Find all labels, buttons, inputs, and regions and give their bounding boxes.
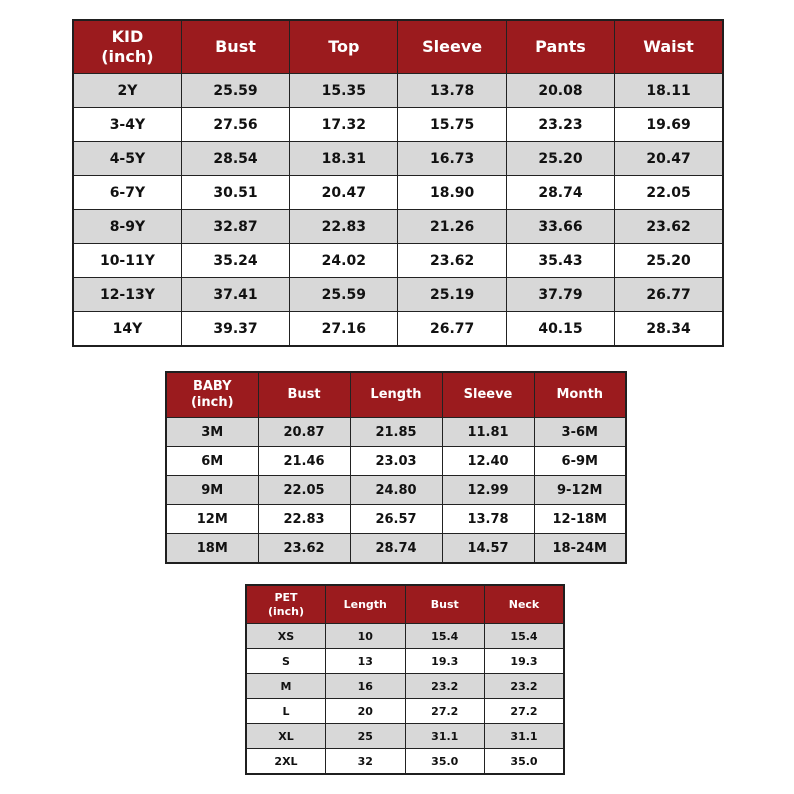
kid-table-row <box>73 210 723 244</box>
kid-value-cell: 27.56 <box>181 108 289 142</box>
kid-header-bust: Bust <box>181 20 289 74</box>
pet-value-cell: 19.3 <box>405 649 485 674</box>
kid-table-row <box>73 312 723 347</box>
kid-header-top: Top <box>290 20 398 74</box>
pet-value-cell: 32 <box>326 749 406 775</box>
pet-table-row <box>246 674 564 699</box>
kid-value-cell: 24.02 <box>290 244 398 278</box>
baby-value-cell: 12-18M <box>534 505 626 534</box>
kid-table-row <box>73 278 723 312</box>
baby-value-cell: 13.78 <box>442 505 534 534</box>
kid-table-row <box>73 176 723 210</box>
pet-table-row <box>246 624 564 649</box>
kid-value-cell: 20.47 <box>615 142 723 176</box>
kid-value-cell: 37.41 <box>181 278 289 312</box>
kid-size-cell: 14Y <box>73 312 181 347</box>
baby-value-cell: 28.74 <box>350 534 442 564</box>
kid-value-cell: 30.51 <box>181 176 289 210</box>
baby-size-cell: 12M <box>166 505 258 534</box>
pet-table-row <box>246 749 564 775</box>
kid-value-cell: 20.47 <box>290 176 398 210</box>
pet-size-cell: XS <box>246 624 326 649</box>
kid-size-table <box>72 19 724 347</box>
kid-value-cell: 18.31 <box>290 142 398 176</box>
pet-header-row <box>246 585 564 624</box>
kid-value-cell: 15.35 <box>290 74 398 108</box>
kid-value-cell: 17.32 <box>290 108 398 142</box>
baby-size-cell: 9M <box>166 476 258 505</box>
kid-header-size <box>73 20 181 74</box>
pet-header-bust: Bust <box>405 585 485 624</box>
baby-value-cell: 22.83 <box>258 505 350 534</box>
kid-value-cell: 37.79 <box>506 278 614 312</box>
kid-header-waist: Waist <box>615 20 723 74</box>
kid-table-row <box>73 244 723 278</box>
kid-size-cell: 3-4Y <box>73 108 181 142</box>
baby-value-cell: 6-9M <box>534 447 626 476</box>
pet-table-row <box>246 649 564 674</box>
baby-value-cell: 23.62 <box>258 534 350 564</box>
kid-value-cell: 40.15 <box>506 312 614 347</box>
baby-value-cell: 14.57 <box>442 534 534 564</box>
kid-value-cell: 21.26 <box>398 210 506 244</box>
baby-table-row <box>166 505 626 534</box>
kid-value-cell: 28.34 <box>615 312 723 347</box>
pet-value-cell: 35.0 <box>485 749 565 775</box>
pet-size-cell: XL <box>246 724 326 749</box>
baby-header-size <box>166 372 258 418</box>
pet-header-length: Length <box>326 585 406 624</box>
pet-value-cell: 27.2 <box>485 699 565 724</box>
kid-value-cell: 23.62 <box>615 210 723 244</box>
kid-size-cell: 12-13Y <box>73 278 181 312</box>
baby-table-row <box>166 476 626 505</box>
kid-value-cell: 22.05 <box>615 176 723 210</box>
kid-size-cell: 4-5Y <box>73 142 181 176</box>
kid-header-label: KID <box>111 27 144 46</box>
baby-value-cell: 12.40 <box>442 447 534 476</box>
baby-header-length: Length <box>350 372 442 418</box>
pet-value-cell: 23.2 <box>485 674 565 699</box>
baby-header-row <box>166 372 626 418</box>
kid-value-cell: 28.54 <box>181 142 289 176</box>
kid-value-cell: 25.59 <box>181 74 289 108</box>
baby-size-table <box>165 371 627 564</box>
baby-value-cell: 3-6M <box>534 418 626 447</box>
pet-value-cell: 27.2 <box>405 699 485 724</box>
baby-value-cell: 12.99 <box>442 476 534 505</box>
pet-value-cell: 35.0 <box>405 749 485 775</box>
kid-value-cell: 18.11 <box>615 74 723 108</box>
kid-value-cell: 20.08 <box>506 74 614 108</box>
baby-value-cell: 23.03 <box>350 447 442 476</box>
baby-header-month: Month <box>534 372 626 418</box>
pet-value-cell: 13 <box>326 649 406 674</box>
kid-table-row <box>73 74 723 108</box>
pet-value-cell: 19.3 <box>485 649 565 674</box>
pet-value-cell: 31.1 <box>485 724 565 749</box>
kid-value-cell: 28.74 <box>506 176 614 210</box>
pet-value-cell: 25 <box>326 724 406 749</box>
baby-value-cell: 9-12M <box>534 476 626 505</box>
kid-value-cell: 26.77 <box>615 278 723 312</box>
kid-size-cell: 2Y <box>73 74 181 108</box>
pet-header-neck: Neck <box>485 585 565 624</box>
kid-value-cell: 39.37 <box>181 312 289 347</box>
pet-value-cell: 15.4 <box>405 624 485 649</box>
baby-value-cell: 26.57 <box>350 505 442 534</box>
kid-header-row <box>73 20 723 74</box>
pet-table-row <box>246 724 564 749</box>
baby-size-cell: 6M <box>166 447 258 476</box>
pet-header-label: PET <box>274 590 298 604</box>
pet-table-row <box>246 699 564 724</box>
pet-size-cell: 2XL <box>246 749 326 775</box>
baby-table-row <box>166 447 626 476</box>
baby-value-cell: 11.81 <box>442 418 534 447</box>
baby-value-cell: 18-24M <box>534 534 626 564</box>
kid-value-cell: 35.43 <box>506 244 614 278</box>
kid-value-cell: 27.16 <box>290 312 398 347</box>
kid-value-cell: 25.20 <box>506 142 614 176</box>
baby-value-cell: 21.85 <box>350 418 442 447</box>
pet-value-cell: 15.4 <box>485 624 565 649</box>
baby-value-cell: 24.80 <box>350 476 442 505</box>
baby-table-row <box>166 534 626 564</box>
pet-value-cell: 16 <box>326 674 406 699</box>
baby-header-label: BABY <box>192 378 232 394</box>
kid-value-cell: 15.75 <box>398 108 506 142</box>
pet-header-unit: (inch) <box>267 604 304 618</box>
pet-value-cell: 31.1 <box>405 724 485 749</box>
kid-header-unit: (inch) <box>101 47 154 66</box>
baby-table-row <box>166 418 626 447</box>
pet-size-cell: L <box>246 699 326 724</box>
pet-value-cell: 23.2 <box>405 674 485 699</box>
kid-value-cell: 25.19 <box>398 278 506 312</box>
baby-size-cell: 3M <box>166 418 258 447</box>
kid-size-cell: 6-7Y <box>73 176 181 210</box>
kid-value-cell: 25.20 <box>615 244 723 278</box>
kid-header-sleeve: Sleeve <box>398 20 506 74</box>
baby-header-sleeve: Sleeve <box>442 372 534 418</box>
baby-size-cell: 18M <box>166 534 258 564</box>
kid-value-cell: 22.83 <box>290 210 398 244</box>
kid-value-cell: 33.66 <box>506 210 614 244</box>
kid-value-cell: 16.73 <box>398 142 506 176</box>
pet-value-cell: 10 <box>326 624 406 649</box>
baby-header-bust: Bust <box>258 372 350 418</box>
baby-value-cell: 21.46 <box>258 447 350 476</box>
kid-value-cell: 32.87 <box>181 210 289 244</box>
kid-value-cell: 23.62 <box>398 244 506 278</box>
kid-size-cell: 10-11Y <box>73 244 181 278</box>
kid-value-cell: 26.77 <box>398 312 506 347</box>
kid-table-row <box>73 108 723 142</box>
baby-header-unit: (inch) <box>190 395 234 410</box>
baby-value-cell: 22.05 <box>258 476 350 505</box>
kid-value-cell: 23.23 <box>506 108 614 142</box>
pet-size-cell: M <box>246 674 326 699</box>
kid-table-row <box>73 142 723 176</box>
kid-value-cell: 13.78 <box>398 74 506 108</box>
kid-size-cell: 8-9Y <box>73 210 181 244</box>
pet-size-table <box>245 584 565 775</box>
kid-value-cell: 18.90 <box>398 176 506 210</box>
kid-value-cell: 35.24 <box>181 244 289 278</box>
pet-size-cell: S <box>246 649 326 674</box>
kid-value-cell: 25.59 <box>290 278 398 312</box>
kid-value-cell: 19.69 <box>615 108 723 142</box>
baby-value-cell: 20.87 <box>258 418 350 447</box>
pet-value-cell: 20 <box>326 699 406 724</box>
kid-header-pants: Pants <box>506 20 614 74</box>
pet-header-size <box>246 585 326 624</box>
